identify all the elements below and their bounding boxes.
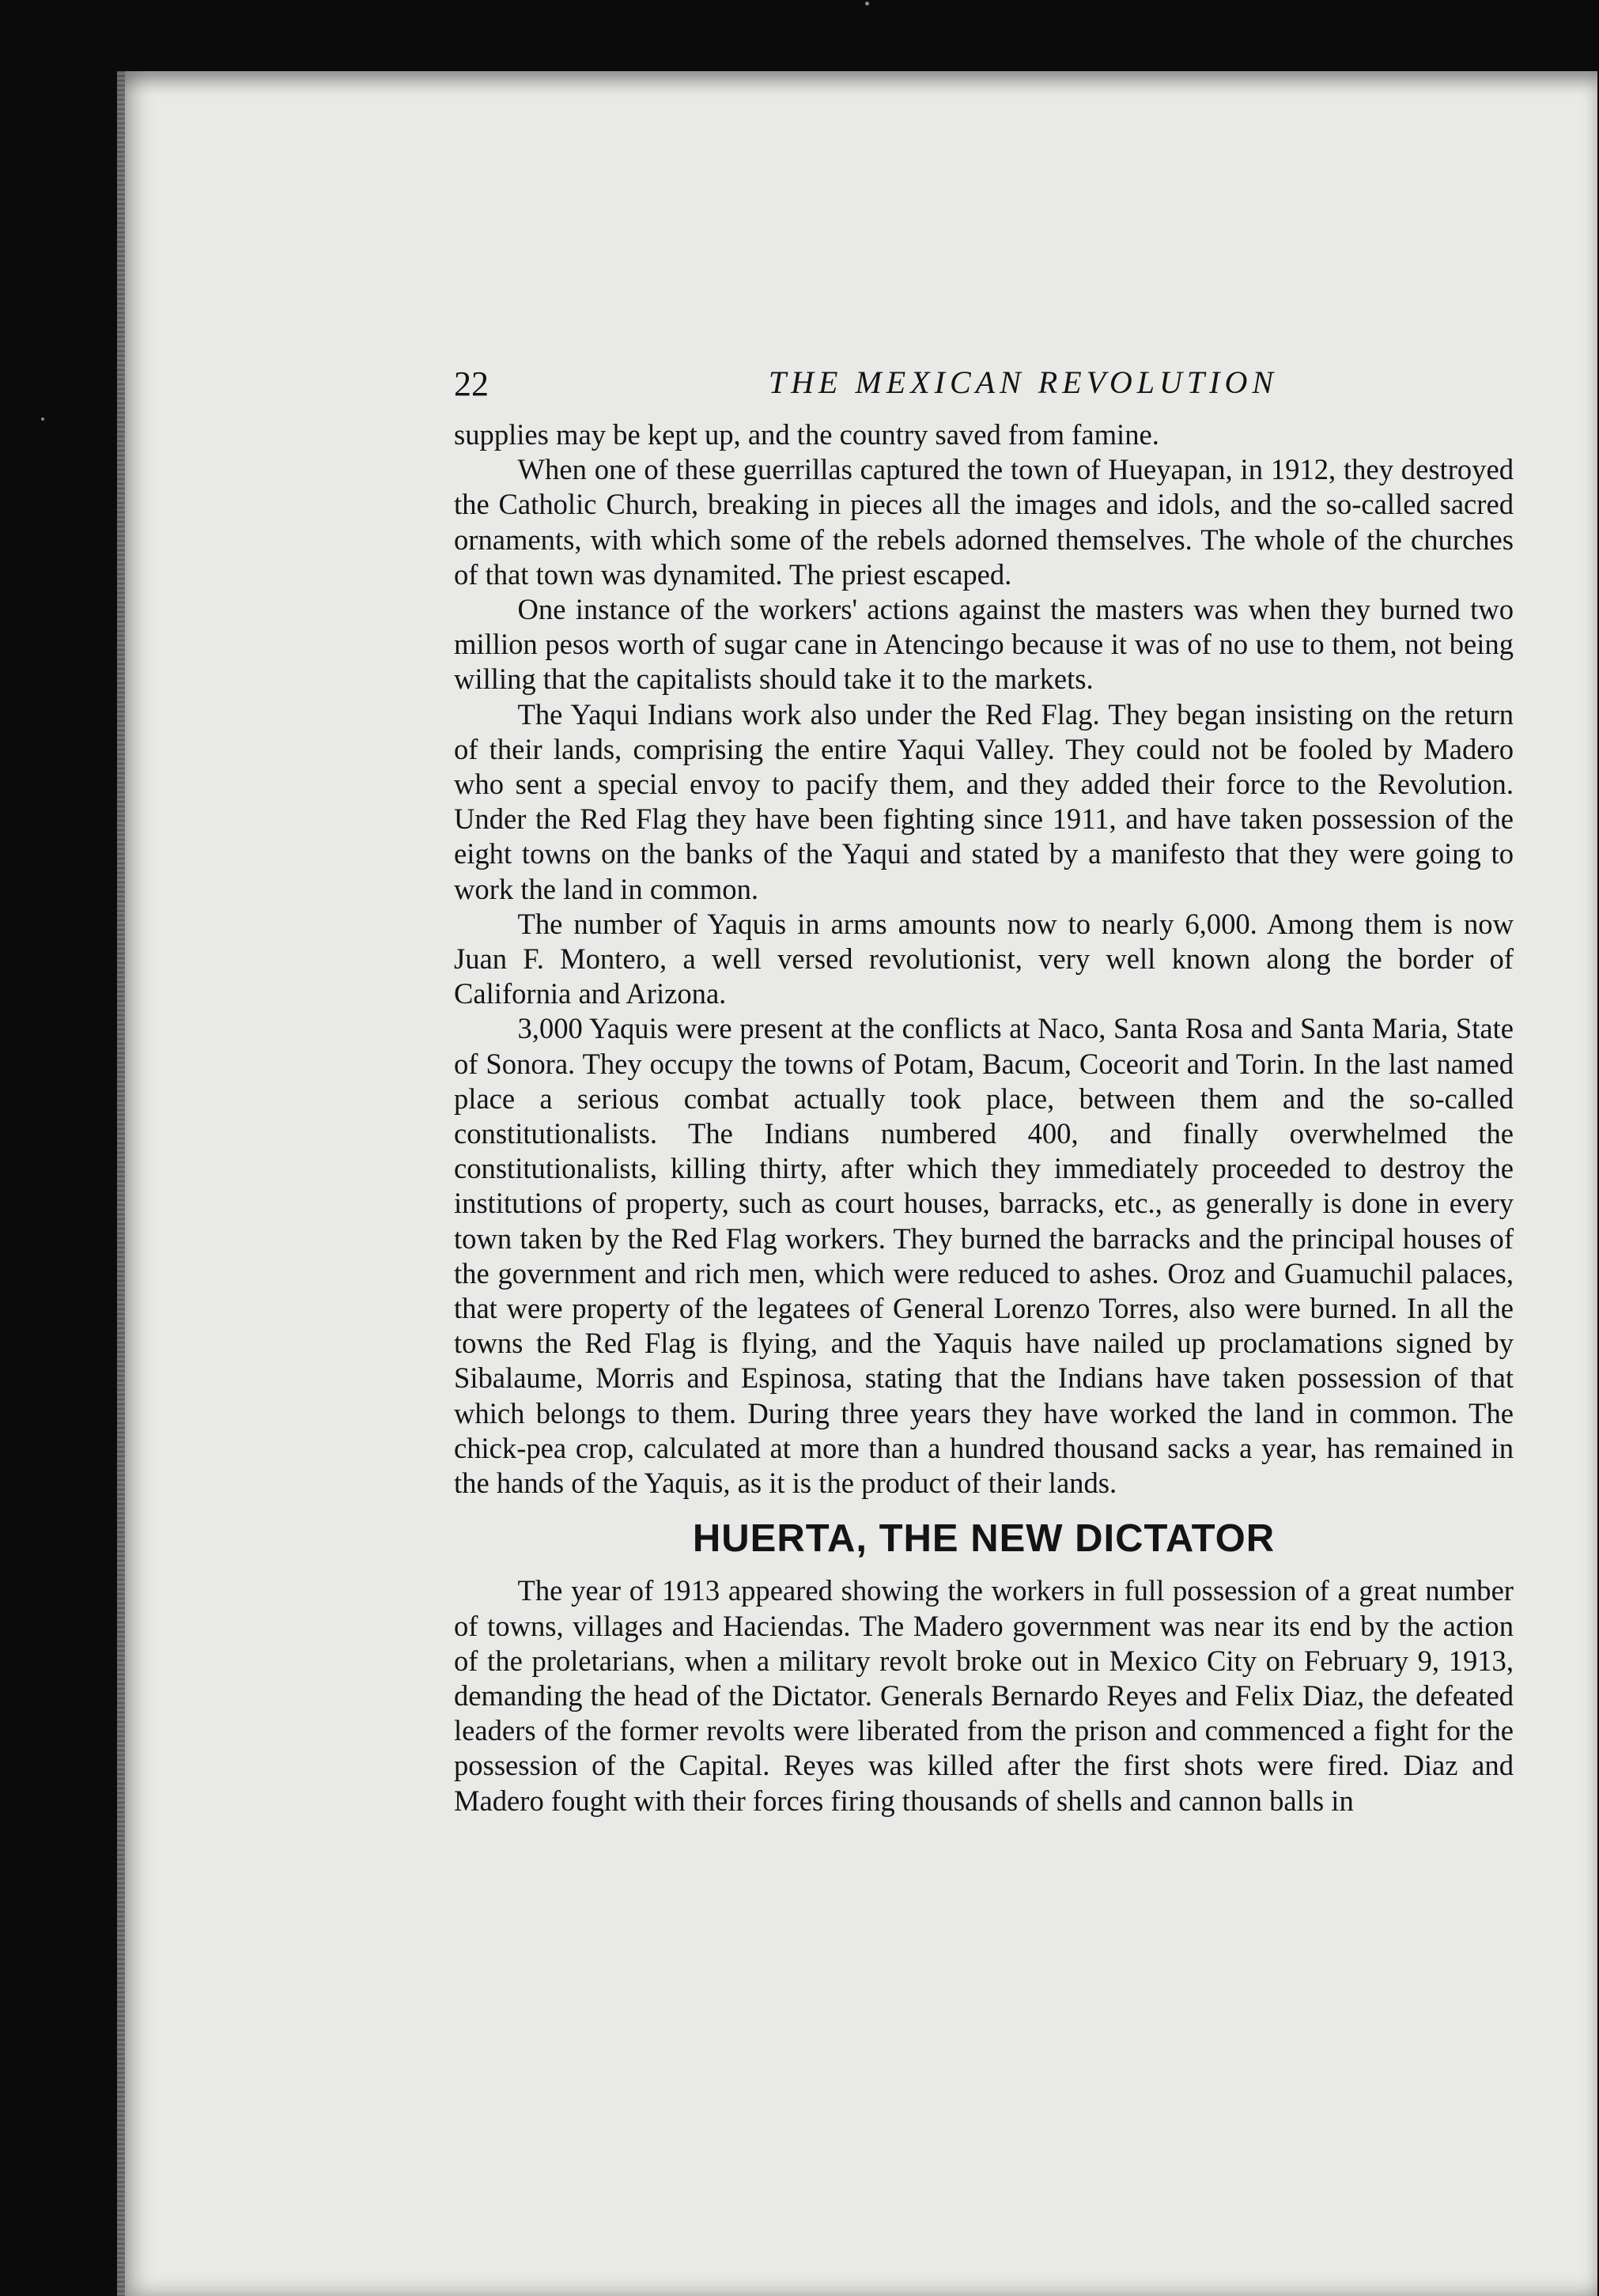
paragraph: 3,000 Yaquis were present at the conflicts at Naco, Santa Rosa and Santa Maria, State of Sonora. They occupy the towns of Potam, Bacum, Coceorit and Torin. In the last named place a serious combat actually took place, between them and the so-called constitutionalists. The Indians numbered 400, and finally overwhelmed the constitutionalists, killing thirty, after which they immediately proceeded to destroy the institutions of property, such as court houses, barracks, etc., as generally is done in every town taken by the Red Flag workers. They burned the barracks and the principal houses of the government and rich men, which were reduced to ashes. Oroz and Guamuchil palaces, that were property of the legatees of General Lorenzo Torres, also were burned. In all the towns the Red Flag is flying, and the Yaquis have nailed up proclamations signed by Sibalaume, Morris and Espinosa, stating that the Indians have taken possession of that which belongs to them. During three years they have worked the land in common. The chick-pea crop, calculated at more than a hundred thousand sacks a year, has remained in the hands of the Yaquis, as it is the product of their lands. <box>454 1012 1514 1500</box>
paragraph: supplies may be kept up, and the country saved from famine. <box>454 418 1159 451</box>
paragraph: The number of Yaquis in arms amounts now to nearly 6,000. Among them is now Juan F. Montero, a well versed revolutionist, very well known along the border of California and Arizona. <box>454 907 1514 1010</box>
scan-speck <box>865 2 869 6</box>
page-number: 22 <box>454 364 489 403</box>
paragraph: When one of these guerrillas captured the town of Hueyapan, in 1912, they destroyed the Catholic Church, breaking in pieces all the images and idols, and the so-called sacred ornaments, with which some of the rebels adorned themselves. The whole of the churches of that town was dynamited. The priest escaped. <box>454 453 1514 591</box>
running-head-title: THE MEXICAN REVOLUTION <box>768 364 1279 400</box>
scan-speck <box>41 417 44 421</box>
page-binding-edge <box>117 71 125 2296</box>
running-head <box>454 364 1514 408</box>
paragraph: The year of 1913 appeared showing the workers in full possession of a great number of towns, villages and Haciendas. The Madero government was near its end by the action of the proletarians, when a military revolt broke out in Mexico City on February 9, 1913, demanding the head of the Dictator. Generals Bernardo Reyes and Felix Diaz, the defeated leaders of the former revolts were liberated from the prison and commenced a fight for the possession of the Capital. Reyes was killed after the first shots were fired. Diaz and Madero fought with their forces firing thousands of shells and cannon balls in <box>454 1574 1514 1817</box>
book-page <box>117 71 1597 2296</box>
paragraph: The Yaqui Indians work also under the Red Flag. They began insisting on the return of their lands, comprising the entire Yaqui Valley. They could not be fooled by Madero who sent a special envoy to pacify them, and they added their force to the Revolution. Under the Red Flag they have been fighting since 1911, and have taken possession of the eight towns on the banks of the Yaqui and stated by a manifesto that they were going to work the land in common. <box>454 697 1514 905</box>
body-text <box>454 417 1514 1818</box>
paragraph: One instance of the workers' actions against the masters was when they burned two million pesos worth of sugar cane in Atencingo because it was of no use to them, not being willing that the capitalists should take it to the markets. <box>454 593 1514 696</box>
section-heading: HUERTA, THE NEW DICTATOR <box>692 1517 1276 1561</box>
